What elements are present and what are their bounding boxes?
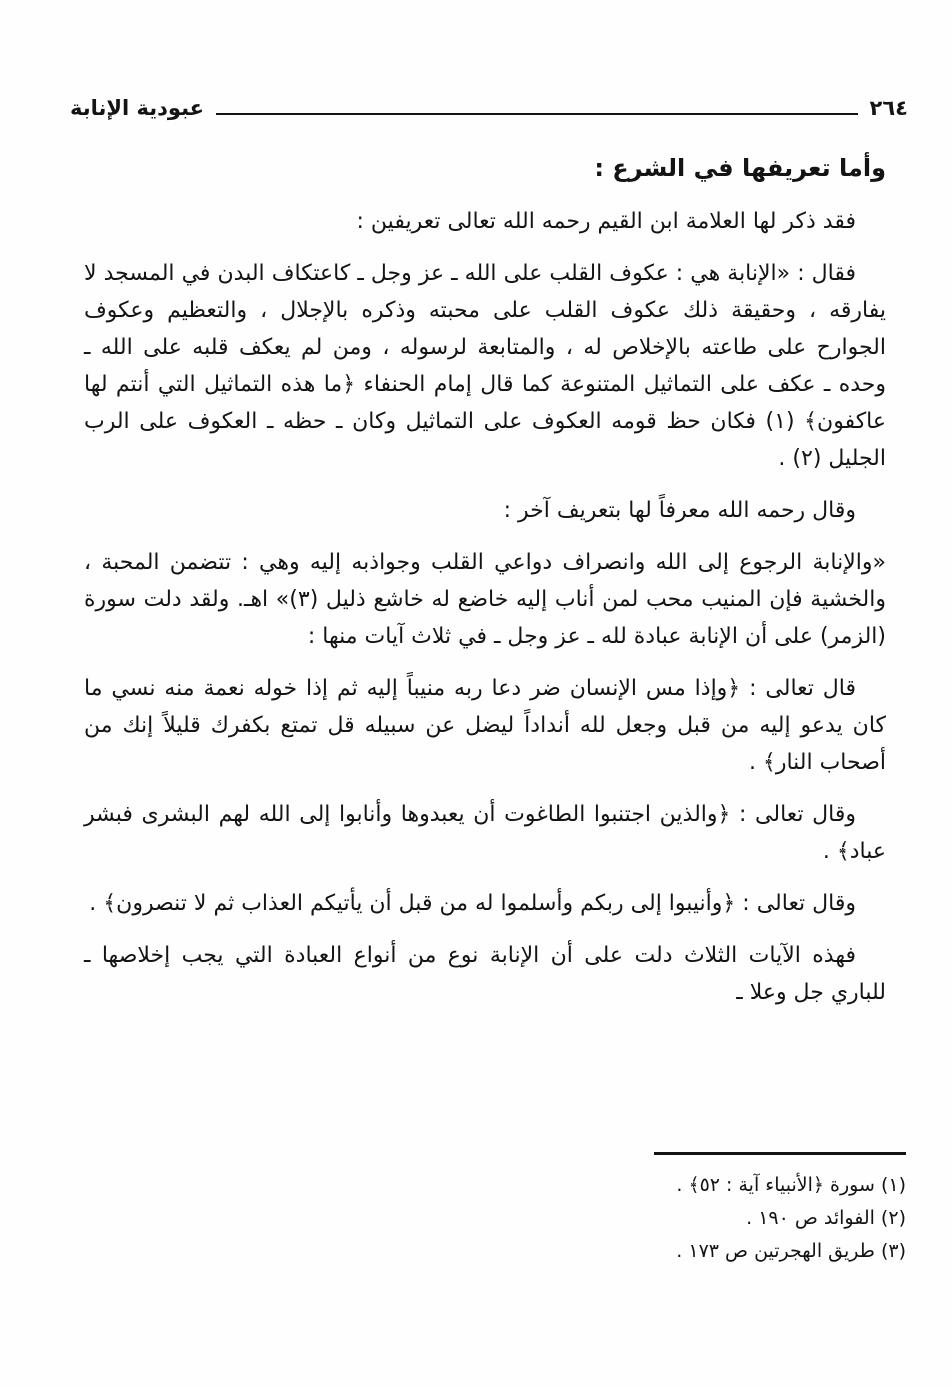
page-header <box>70 96 908 120</box>
paragraph-verse-3: وقال تعالى : ﴿وأنيبوا إلى ربكم وأسلموا له من قبل أن يأتيكم العذاب ثم لا تنصرون﴾ . <box>89 891 856 916</box>
paragraph-verse-1: قال تعالى : ﴿وإذا مس الإنسان ضر دعا ربه منيباً إليه ثم إذا خوله نعمة منه نسي ما كان يدعو إليه من قبل وجعل لله أنداداً ليضل عن سبيله قل تمتع بكفرك قليلاً إنك من أصحاب النار﴾ . <box>84 676 886 775</box>
footnote-2: (٢) الفوائد ص ١٩٠ . <box>746 1207 906 1229</box>
footnote-3: (٣) طريق الهجرتين ص ١٧٣ . <box>676 1240 906 1262</box>
paragraph-definition-1: فقال : «الإنابة هي : عكوف القلب على الله ـ عز وجل ـ كاعتكاف البدن في المسجد لا يفارقه ، وحقيقة ذلك عكوف القلب على محبته وذكره بالإجلال ، والتعظيم وعكوف الجوارح على طاعته بالإخلاص له ، والمتابعة لرسوله ، ومن لم يعكف قلبه على الله ـ وحده ـ عكف على التماثيل المتنوعة كما قال إمام الحنفاء ﴿ما هذه التماثيل التي أنتم لها عاكفون﴾ (١) فكان حظ قومه العكوف على التماثيل وكان ـ حظه ـ العكوف على الرب الجليل (٢) . <box>84 261 886 471</box>
page-number: ٢٦٤ <box>869 96 908 120</box>
page-footer <box>84 1152 906 1268</box>
footnotes-list <box>84 1169 906 1268</box>
footnote-separator-rule <box>654 1152 906 1155</box>
header-rule <box>216 113 858 115</box>
page-body <box>84 150 886 1026</box>
paragraph-intro: فقد ذكر لها العلامة ابن القيم رحمه الله تعالى تعريفين : <box>356 209 856 234</box>
paragraph-transition: وقال رحمه الله معرفاً لها بتعريف آخر : <box>503 498 856 523</box>
header-title: عبودية الإنابة <box>70 96 205 120</box>
footnote-1: (١) سورة ﴿الأنبياء آية : ٥٢﴾ . <box>676 1174 906 1196</box>
paragraph-conclusion: فهذه الآيات الثلاث دلت على أن الإنابة نوع من أنواع العبادة التي يجب إخلاصها ـ للباري جل وعلا ـ <box>84 943 886 1005</box>
section-heading: وأما تعريفها في الشرع : <box>594 154 886 182</box>
paragraph-definition-2: «والإنابة الرجوع إلى الله وانصراف دواعي القلب وجواذبه إليه وهي : تتضمن المحبة ، والخشية فإن المنيب محب لمن أناب إليه خاضع له خاشع ذليل (٣)» اهـ. ولقد دلت سورة (الزمر) على أن الإنابة عبادة لله ـ عز وجل ـ في ثلاث آيات منها : <box>84 550 886 649</box>
paragraph-verse-2: وقال تعالى : ﴿والذين اجتنبوا الطاغوت أن يعبدوها وأنابوا إلى الله لهم البشرى فبشر عباد﴾ . <box>84 802 886 864</box>
